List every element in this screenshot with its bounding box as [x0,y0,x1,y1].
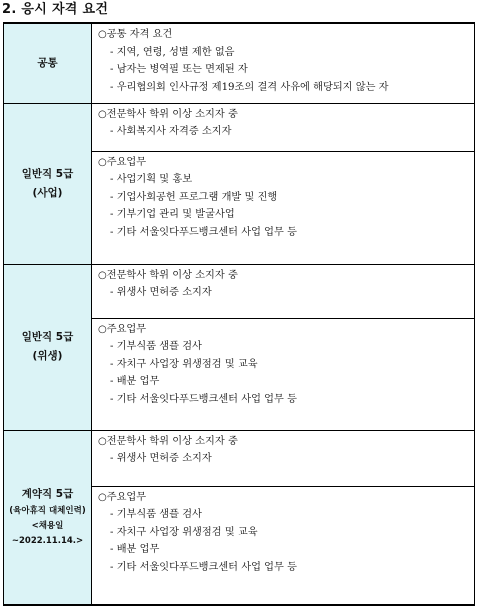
block-heading: ○ 전문학사 학위 이상 소지자 중 [98,106,468,124]
list-item: - 기타 서울잇다푸드뱅크센터 사업 업무 등 [98,391,468,409]
list-item: - 자치구 사업장 위생점검 및 교육 [98,356,468,374]
category-label: 일반직 5급 [21,167,74,180]
category-sublabel: (위생) [32,350,63,362]
requirement-block [92,265,474,305]
category-sublabel: (사업) [32,186,63,199]
list-item: - 지역, 연령, 성별 제한 없음 [98,44,468,62]
block-heading: ○ 전문학사 학위 이상 소지자 중 [98,267,468,285]
table-row [4,23,475,103]
list-item: - 기타 서울잇다푸드뱅크센터 사업 업무 등 [98,559,468,577]
list-item: - 기업사회공헌 프로그램 개발 및 진행 [98,189,468,207]
list-item: - 위생사 면허증 소지자 [98,284,468,302]
content-cell [92,318,475,430]
list-item: - 배분 업무 [98,541,468,559]
duties-block [92,152,474,245]
requirement-block [92,24,474,99]
category-cell [4,103,92,264]
list-item: - 기부식품 샘플 검사 [98,338,468,356]
category-cell [4,264,92,430]
category-sublabel: (육아휴직 대체인력) [9,506,86,517]
block-heading: ○ 주요업무 [98,321,468,339]
list-item: - 기부기업 관리 및 발굴사업 [98,206,468,224]
category-period: <채용일~2022.11.14.> [11,521,84,547]
content-cell [92,486,475,605]
duties-block [92,319,474,412]
content-cell [92,23,475,103]
content-cell [92,430,475,486]
list-item: - 기부식품 샘플 검사 [98,506,468,524]
category-cell [4,430,92,605]
category-label: 공통 [37,56,58,69]
list-item: - 자치구 사업장 위생점검 및 교육 [98,524,468,542]
list-item: - 남자는 병역필 또는 면제된 자 [98,61,468,79]
block-heading: ○ 주요업무 [98,154,468,172]
block-heading: ○ 공통 자격 요건 [98,26,468,44]
list-item: - 우리협의회 인사규정 제19조의 결격 사유에 해당되지 않는 자 [98,79,468,97]
qualification-table [3,22,475,606]
category-cell [4,23,92,103]
list-item: - 위생사 면허증 소지자 [98,450,468,468]
requirement-block [92,431,474,471]
list-item: - 기타 서울잇다푸드뱅크센터 사업 업무 등 [98,224,468,242]
table-row [4,103,475,151]
requirement-block [92,104,474,144]
category-label: 일반직 5급 [21,331,74,343]
table-row [4,264,475,318]
list-item: - 사업기획 및 홍보 [98,171,468,189]
duties-block [92,487,474,580]
content-cell [92,151,475,264]
content-cell [92,264,475,318]
block-heading: ○ 주요업무 [98,489,468,507]
content-cell [92,103,475,151]
list-item: - 사회복지사 자격증 소지자 [98,123,468,141]
table-row [4,430,475,486]
section-title: 2. 응시 자격 요건 [2,2,109,17]
list-item: - 배분 업무 [98,373,468,391]
block-heading: ○ 전문학사 학위 이상 소지자 중 [98,433,468,451]
category-label: 계약직 5급 [21,488,74,501]
